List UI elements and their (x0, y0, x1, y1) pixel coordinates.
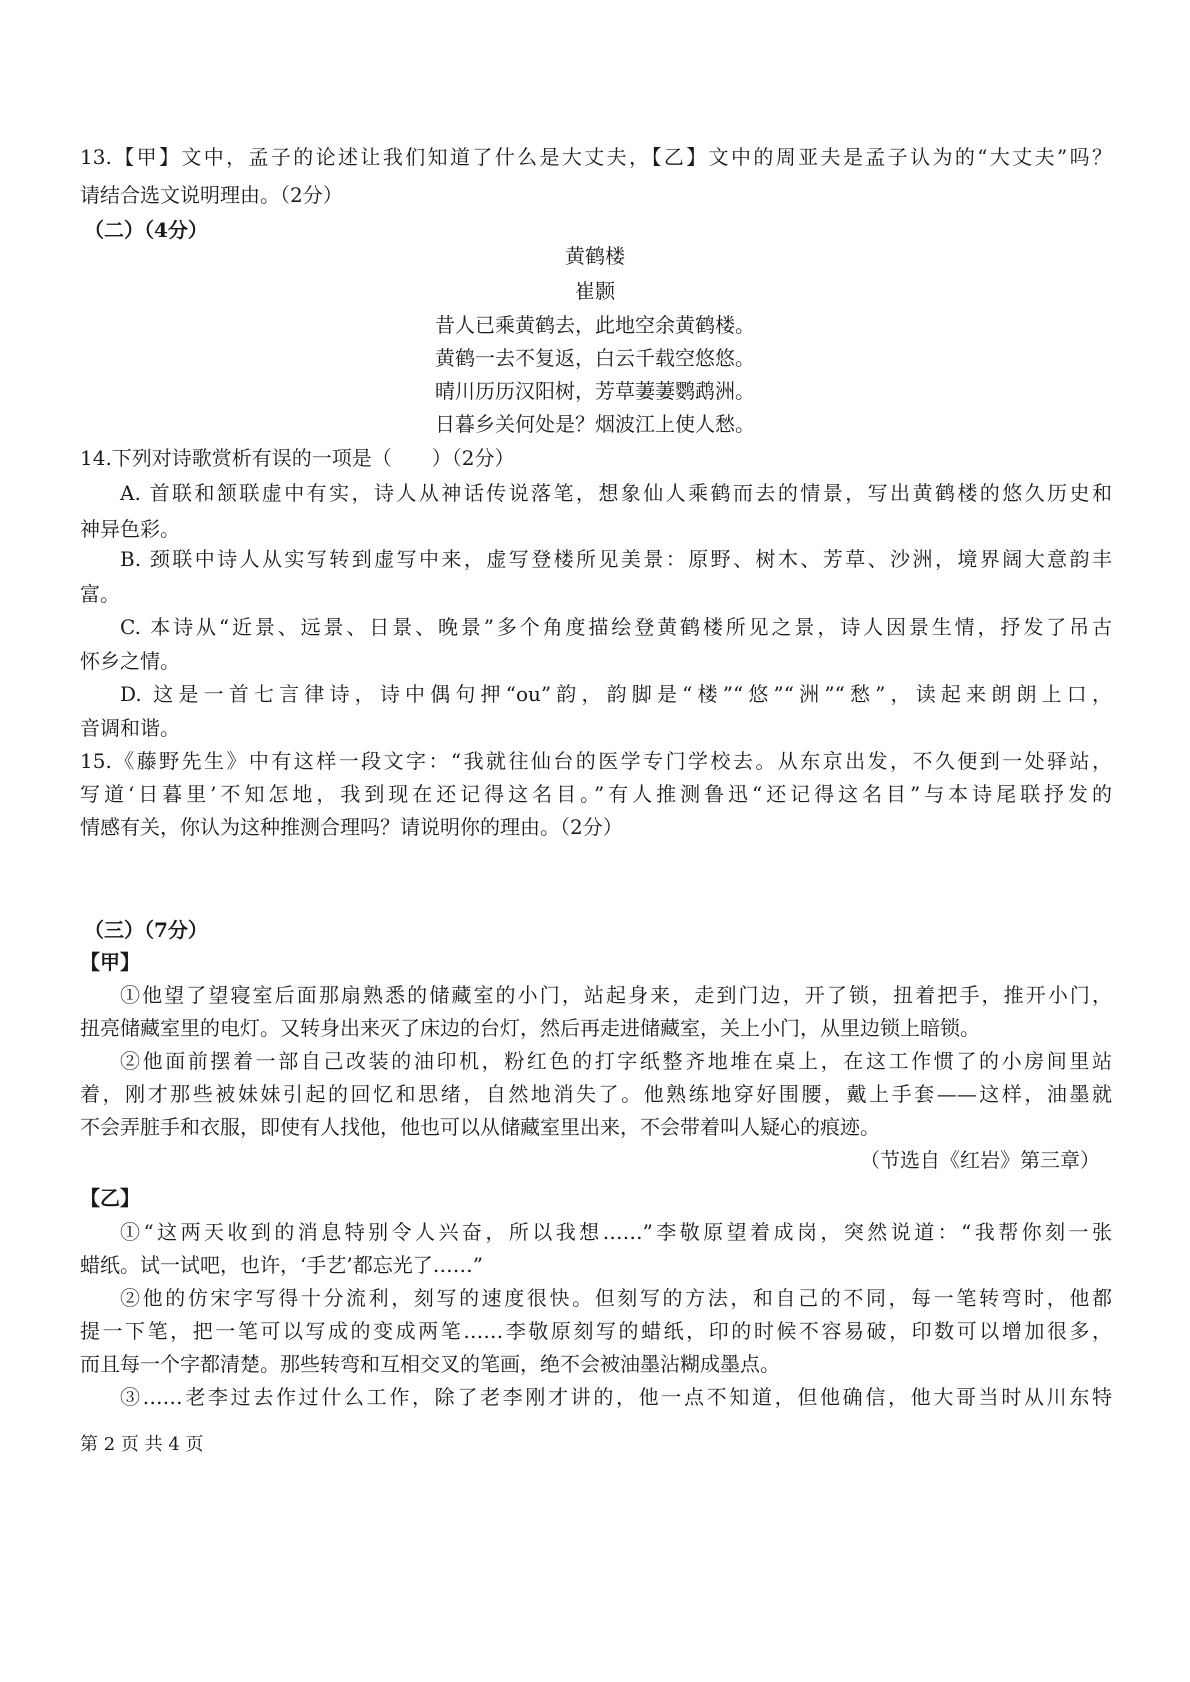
question-13-line-2: 请结合选文说明理由。（2分） (80, 183, 343, 207)
question-15-line-3: 情感有关，你认为这种推测合理吗？请说明你的理由。（2分） (80, 815, 623, 839)
option-c-line-1: C. 本诗从“近景、远景、日景、晚景”多个角度描绘登黄鹤楼所见之景，诗人因景生情，抒发了吊古 (120, 615, 1112, 639)
passage-yi-paragraph-1: 蜡纸。试一试吧，也许，‘手艺’都忘光了……” (80, 1253, 483, 1277)
passage-jia-paragraph-2: 不会弄脏手和衣服，即使有人找他，他也可以从储藏室里出来，不会带着叫人疑心的痕迹。 (80, 1115, 880, 1139)
option-a-line-2: 神异色彩。 (80, 517, 180, 541)
section-3-heading: （三）（7分） (84, 918, 208, 942)
passage-jia-label: 【甲】 (80, 950, 140, 974)
option-b-line-2: 富。 (80, 582, 120, 606)
passage-yi-paragraph-1: ①“这两天收到的消息特别令人兴奋，所以我想……”李敬原望着成岗，突然说道：“我帮你刻一张 (120, 1220, 1112, 1244)
poem-line: 昔人已乘黄鹤去，此地空余黄鹤楼。 (435, 313, 755, 337)
passage-jia-source: （节选自《红岩》第三章） (860, 1148, 1100, 1172)
option-d-line-1: D. 这是一首七言律诗，诗中偶句押“ou”韵，韵脚是“楼”“悠”“洲”“愁”，读起来朗朗上口， (120, 682, 1112, 706)
option-a-line-1: A. 首联和颔联虚中有实，诗人从神话传说落笔，想象仙人乘鹤而去的情景，写出黄鹤楼的悠久历史和 (120, 481, 1112, 505)
page-footer: 第 2 页 共 4 页 (80, 1434, 204, 1455)
passage-yi-paragraph-3: ③……老李过去作过什么工作，除了老李刚才讲的，他一点不知道，但他确信，他大哥当时从川东特 (120, 1385, 1112, 1409)
passage-yi-paragraph-2: 提一下笔，把一笔可以写成的变成两笔……李敬原刻写的蜡纸，印的时候不容易破，印数可以增加很多， (80, 1319, 1112, 1343)
option-c-line-2: 怀乡之情。 (80, 649, 180, 673)
question-13-line-1: 13.【甲】文中，孟子的论述让我们知道了什么是大丈夫，【乙】文中的周亚夫是孟子认为的“大丈夫”吗？ (80, 145, 1112, 169)
section-2-heading: （二）（4分） (84, 218, 208, 242)
passage-jia-paragraph-1: 扭亮储藏室里的电灯。又转身出来灭了床边的台灯，然后再走进储藏室，关上小门，从里边锁上暗锁。 (80, 1016, 980, 1040)
question-15-line-1: 15.《藤野先生》中有这样一段文字：“我就往仙台的医学专门学校去。从东京出发，不久便到一处驿站， (80, 749, 1112, 773)
passage-jia-paragraph-2: 着，刚才那些被妹妹引起的回忆和思绪，自然地消失了。他熟练地穿好围腰，戴上手套——这样，油墨就 (80, 1082, 1112, 1106)
question-14-stem: 14.下列对诗歌赏析有误的一项是（ ）（2分） (80, 446, 515, 470)
poem-line: 晴川历历汉阳树，芳草萋萋鹦鹉洲。 (435, 379, 755, 403)
option-d-line-2: 音调和谐。 (80, 716, 180, 740)
poem-line: 黄鹤一去不复返，白云千载空悠悠。 (435, 346, 755, 370)
question-15-line-2: 写道‘日暮里’不知怎地，我到现在还记得这名目。”有人推测鲁迅“还记得这名目”与本诗尾联抒发的 (80, 782, 1112, 806)
poem-author: 崔颢 (575, 279, 615, 303)
poem-title: 黄鹤楼 (565, 244, 625, 268)
passage-jia-paragraph-1: ①他望了望寝室后面那扇熟悉的储藏室的小门，站起身来，走到门边，开了锁，扭着把手，推开小门， (120, 983, 1112, 1007)
passage-jia-paragraph-2: ②他面前摆着一部自己改装的油印机，粉红色的打字纸整齐地堆在桌上，在这工作惯了的小房间里站 (120, 1049, 1112, 1073)
passage-yi-paragraph-2: ②他的仿宋字写得十分流利，刻写的速度很快。但刻写的方法，和自己的不同，每一笔转弯时，他都 (120, 1286, 1112, 1310)
poem-line: 日暮乡关何处是？烟波江上使人愁。 (435, 412, 755, 436)
passage-yi-label: 【乙】 (80, 1186, 140, 1210)
option-b-line-1: B. 颈联中诗人从实写转到虚写中来，虚写登楼所见美景：原野、树木、芳草、沙洲，境界阔大意韵丰 (120, 547, 1112, 571)
passage-yi-paragraph-2: 而且每一个字都清楚。那些转弯和互相交叉的笔画，绝不会被油墨沾糊成墨点。 (80, 1352, 780, 1376)
